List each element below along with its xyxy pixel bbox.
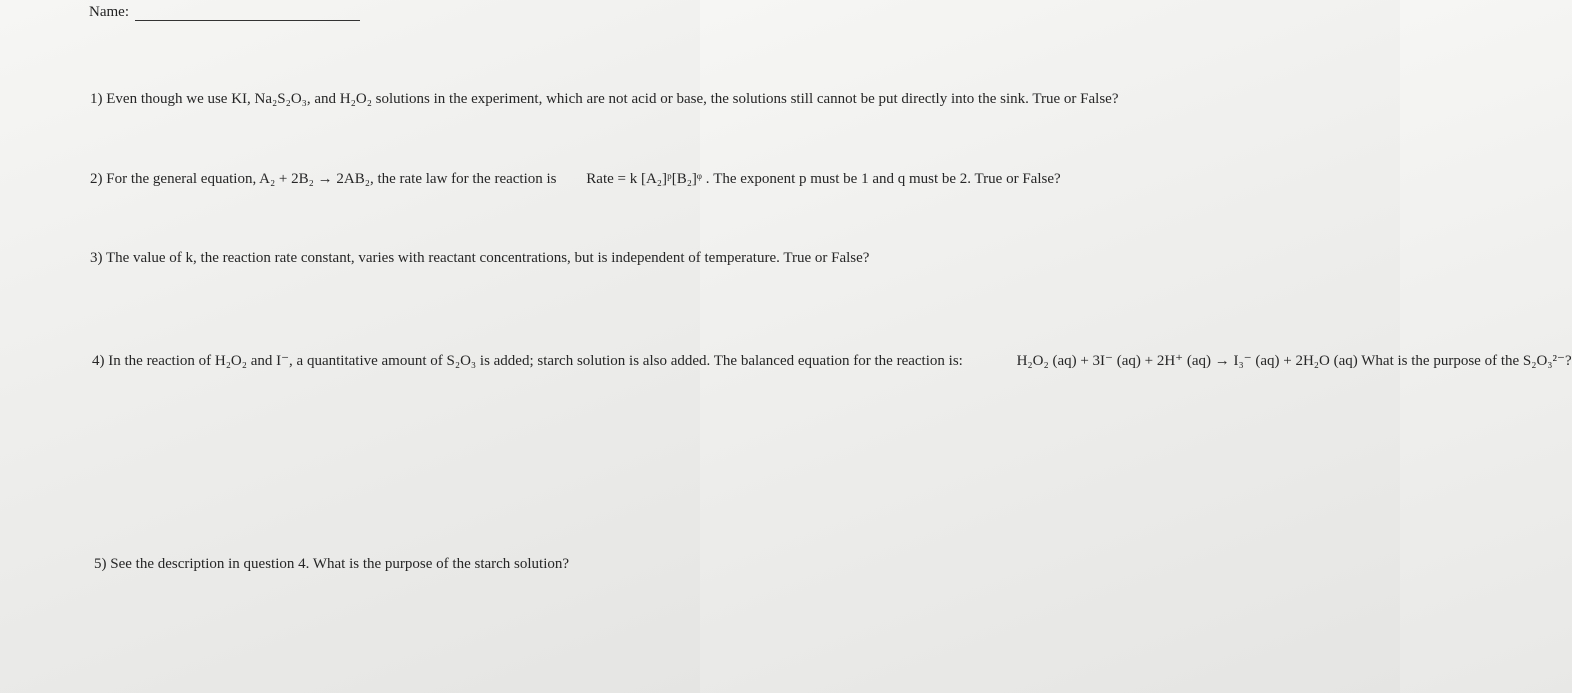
question-4-line-1: 4) In the reaction of H₂O₂ and I⁻, a quantitative amount of S₂O₃ is added; starch solution bbox=[92, 353, 626, 369]
question-5 bbox=[94, 553, 569, 575]
name-blank-line[interactable] bbox=[135, 6, 360, 21]
question-5-line-1: 5) See the description in question 4. What is the purpose of the starch solution? bbox=[94, 556, 570, 572]
question-3-line-1: 3) The value of k, the reaction rate constant, varies with reactant concentrations, but is bbox=[90, 250, 608, 266]
question-1-line-1: 1) Even though we use KI, Na₂S₂O₃, and H₂O₂ solutions in the experiment, which are bbox=[90, 91, 605, 107]
question-1 bbox=[90, 88, 1118, 110]
question-4-line-2: is also added. The balanced equation for the reaction is: bbox=[629, 353, 963, 369]
question-3-line-2: independent of temperature. True or False? bbox=[611, 250, 870, 266]
question-4-equation: H₂O₂ (aq) + 3I⁻ (aq) + 2H⁺ (aq) → I₃⁻ (aq) + 2H₂O (aq) bbox=[1016, 353, 1358, 369]
question-2-line-2: Rate = k [A₂]ᵖ[B₂]ᵠ . The exponent p must be 1 and q must be 2. True or False? bbox=[586, 171, 1061, 187]
question-2-line-1: 2) For the general equation, A₂ + 2B₂ → 2AB₂, the rate law for the reaction is bbox=[90, 171, 557, 187]
question-4 bbox=[92, 350, 1572, 372]
name-label: Name: bbox=[89, 4, 129, 20]
question-3 bbox=[90, 247, 869, 269]
name-field-row bbox=[89, 4, 360, 21]
question-2 bbox=[90, 168, 1061, 190]
question-1-line-2: not acid or base, the solutions still cannot be put directly into the sink. True or False? bbox=[608, 91, 1119, 107]
question-4-line-4: What is the purpose of the S₂O₃²⁻? bbox=[1361, 353, 1572, 369]
